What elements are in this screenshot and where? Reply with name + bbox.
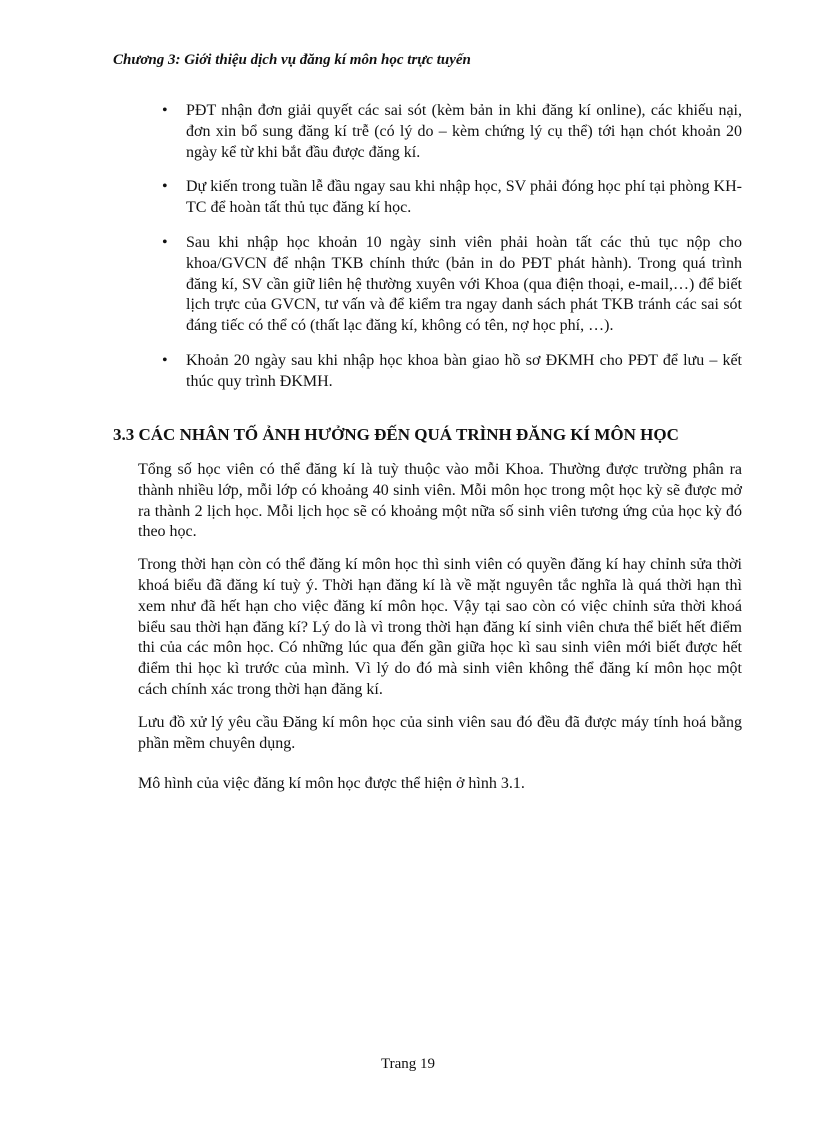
bullet-icon: • (162, 233, 168, 251)
list-item (0, 351, 742, 393)
list-item-text: PĐT nhận đơn giải quyết các sai sót (kèm bản in khi đăng kí online), các khiếu nại, đơn xin bổ sung đăng kí trễ (có lý do – kèm chứng lý cụ thể) tới hạn chót khoản 20 ngày kể từ khi bắt đầu được đăng kí. (186, 102, 742, 161)
list-item (0, 233, 742, 337)
section-body (138, 460, 742, 807)
list-item (0, 101, 742, 163)
paragraph: Trong thời hạn còn có thể đăng kí môn học thì sinh viên có quyền đăng kí hay chỉnh sửa thời khoá biểu đã đăng kí tuỳ ý. Thời hạn đăng kí là về mặt nguyên tắc nghĩa là quá thời hạn thì xem như đã hết hạn cho việc đăng kí môn học. Vậy tại sao còn có việc chỉnh sửa thời khoá biểu sau thời hạn đăng kí? Lý do là vì trong thời hạn đăng kí sinh viên chưa thể biết hết điểm thi của các môn học. Có những lúc qua đến gần giữa học kì sau sinh viên mới biết được hết điểm thi học kì trước của mình. Vì lý do đó mà sinh viên không thể đăng kí môn học một cách chính xác trong thời hạn đăng kí. (138, 556, 742, 698)
bullet-icon: • (162, 102, 168, 119)
running-header: Chương 3: Giới thiệu dịch vụ đăng kí môn học trực tuyến (113, 52, 471, 68)
list-item-text: Khoản 20 ngày sau khi nhập học khoa bàn giao hồ sơ ĐKMH cho PĐT để lưu – kết thúc quy trình ĐKMH. (186, 351, 742, 390)
section-heading: 3.3 CÁC NHÂN TỐ ẢNH HƯỞNG ĐẾN QUÁ TRÌNH ĐĂNG KÍ MÔN HỌC (113, 425, 679, 444)
paragraph: Tổng số học viên có thể đăng kí là tuỳ thuộc vào mỗi Khoa. Thường được trường phân ra thành nhiều lớp, mỗi lớp có khoảng 40 sinh viên. Mỗi môn học trong một học kỳ sẽ được mở ra thành 2 lịch học. Mỗi lịch học sẽ có khoảng một nữa số sinh viên tương ứng của học kỳ đó theo học. (138, 461, 742, 541)
bullet-icon: • (162, 178, 168, 196)
bullet-list (0, 101, 816, 407)
list-item (0, 177, 742, 219)
bullet-icon: • (162, 351, 168, 369)
list-item-text: Dự kiến trong tuần lễ đầu ngay sau khi nhập học, SV phải đóng học phí tại phòng KH-TC để hoàn tất thủ tục đăng kí học. (186, 178, 742, 217)
page-number: Trang 19 (380, 1056, 436, 1072)
paragraph: Lưu đồ xử lý yêu cầu Đăng kí môn học của sinh viên sau đó đều đã được máy tính hoá bằng phần mềm chuyên dụng. (138, 713, 742, 752)
paragraph: Mô hình của việc đăng kí môn học được thể hiện ở hình 3.1. (138, 775, 525, 793)
list-item-text: Sau khi nhập học khoản 10 ngày sinh viên phải hoàn tất các thủ tục nộp cho khoa/GVCN để nhận TKB chính thức (bản in do PĐT phát hành). Trong quá trình đăng kí, SV cần giữ liên hệ thường xuyên với Khoa (qua điện thoại, e-mail,…) để biết lịch trực của GVCN, tư vấn và để kiểm tra ngay danh sách phát TKB tránh các sai sót đáng tiếc có thể có (thất lạc đăng kí, không có tên, nợ học phí, …). (186, 233, 742, 335)
